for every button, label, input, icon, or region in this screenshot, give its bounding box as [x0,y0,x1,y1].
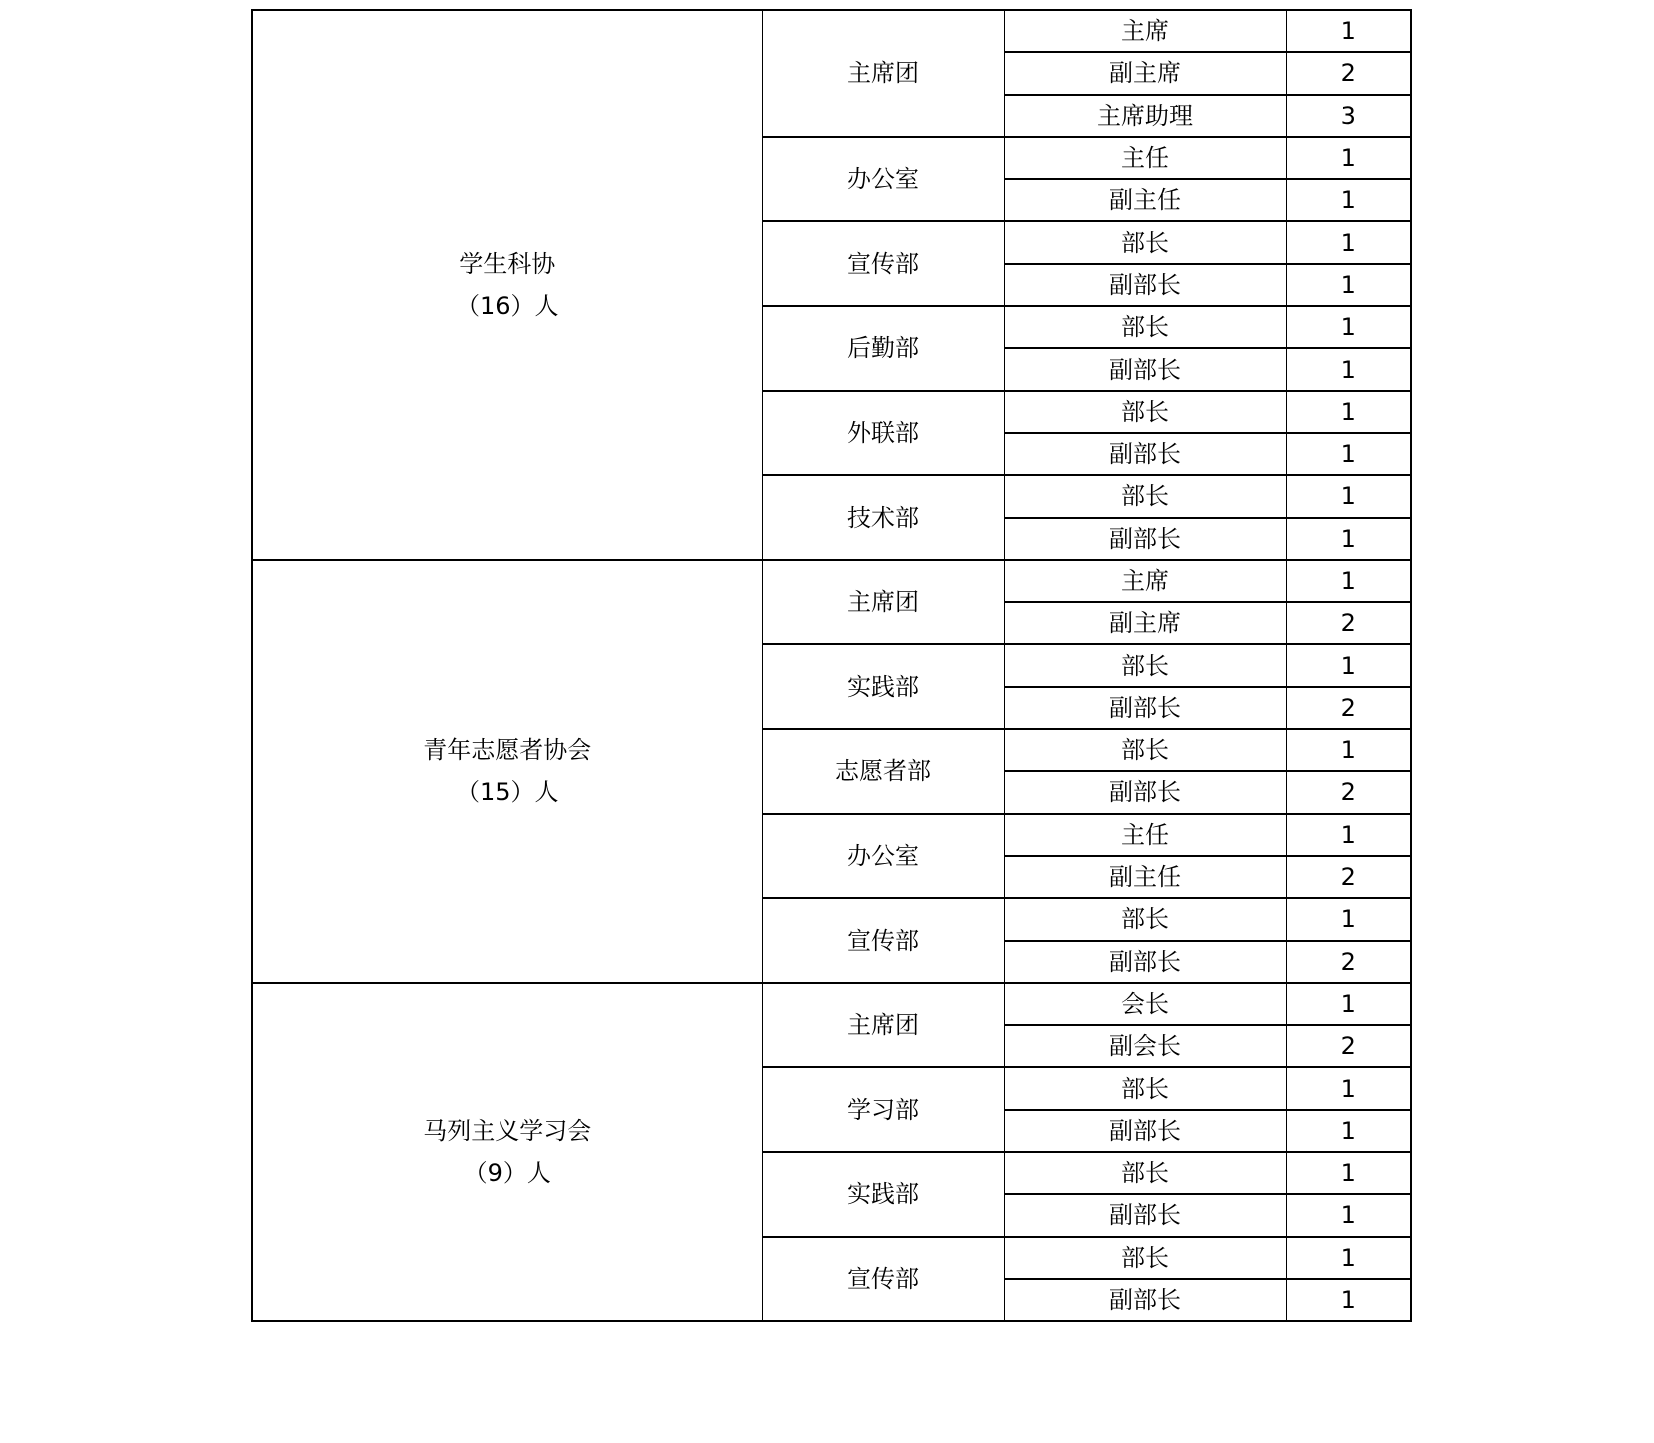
organization-count: （16）人 [455,291,559,320]
position-count: 1 [1286,179,1411,221]
department-cell: 外联部 [762,391,1004,476]
position-count: 1 [1286,814,1411,856]
table-row [252,983,1411,1025]
department-cell: 宣传部 [762,1237,1004,1322]
position-title: 副部长 [1004,1279,1286,1321]
position-count: 1 [1286,1279,1411,1321]
position-title: 部长 [1004,221,1286,263]
department-cell: 主席团 [762,10,1004,137]
position-count: 2 [1286,771,1411,813]
table-row [252,560,1411,602]
position-count: 1 [1286,898,1411,940]
department-cell: 主席团 [762,983,1004,1068]
position-count: 2 [1286,1025,1411,1067]
position-count: 1 [1286,10,1411,52]
position-count: 1 [1286,1237,1411,1279]
position-title: 副部长 [1004,518,1286,560]
department-cell: 宣传部 [762,898,1004,983]
position-title: 副部长 [1004,348,1286,390]
position-title: 副会长 [1004,1025,1286,1067]
position-title: 主任 [1004,814,1286,856]
position-title: 副主任 [1004,856,1286,898]
position-title: 副部长 [1004,264,1286,306]
table-row [252,10,1411,52]
position-title: 部长 [1004,1152,1286,1194]
position-title: 副部长 [1004,771,1286,813]
position-count: 1 [1286,306,1411,348]
position-title: 主席 [1004,560,1286,602]
position-count: 1 [1286,1110,1411,1152]
department-cell: 实践部 [762,644,1004,729]
position-title: 会长 [1004,983,1286,1025]
position-title: 副主任 [1004,179,1286,221]
position-count: 1 [1286,644,1411,686]
position-count: 1 [1286,475,1411,517]
organization-name: 青年志愿者协会 [423,736,592,765]
position-title: 部长 [1004,729,1286,771]
department-cell: 实践部 [762,1152,1004,1237]
department-cell: 办公室 [762,137,1004,222]
department-cell: 宣传部 [762,221,1004,306]
organization-name: 学生科协 [459,249,556,278]
position-count: 1 [1286,348,1411,390]
position-title: 主席助理 [1004,95,1286,137]
organization-cell [252,983,762,1321]
position-count: 1 [1286,983,1411,1025]
position-count: 1 [1286,560,1411,602]
position-title: 副部长 [1004,941,1286,983]
position-count: 2 [1286,941,1411,983]
position-count: 2 [1286,856,1411,898]
position-count: 1 [1286,221,1411,263]
department-cell: 学习部 [762,1067,1004,1152]
department-cell: 志愿者部 [762,729,1004,814]
position-title: 副部长 [1004,687,1286,729]
position-title: 主席 [1004,10,1286,52]
position-title: 部长 [1004,644,1286,686]
organization-cell [252,10,762,560]
position-count: 1 [1286,137,1411,179]
position-title: 副主席 [1004,602,1286,644]
department-cell: 主席团 [762,560,1004,645]
position-title: 部长 [1004,1237,1286,1279]
position-title: 副部长 [1004,1110,1286,1152]
position-title: 部长 [1004,1067,1286,1109]
position-count: 1 [1286,264,1411,306]
organization-cell [252,560,762,983]
position-count: 1 [1286,729,1411,771]
department-cell: 办公室 [762,814,1004,899]
position-title: 部长 [1004,306,1286,348]
position-count: 1 [1286,1152,1411,1194]
department-cell: 后勤部 [762,306,1004,391]
position-count: 2 [1286,687,1411,729]
position-count: 1 [1286,1194,1411,1236]
position-count: 3 [1286,95,1411,137]
position-title: 主任 [1004,137,1286,179]
position-count: 2 [1286,52,1411,94]
position-count: 1 [1286,391,1411,433]
position-title: 副部长 [1004,1194,1286,1236]
organization-name: 马列主义学习会 [423,1117,592,1146]
position-count: 2 [1286,602,1411,644]
position-title: 部长 [1004,475,1286,517]
department-cell: 技术部 [762,475,1004,560]
position-count: 1 [1286,518,1411,560]
position-title: 副主席 [1004,52,1286,94]
position-title: 副部长 [1004,433,1286,475]
staffing-table [251,9,1412,1322]
organization-count: （9）人 [463,1159,551,1188]
position-count: 1 [1286,1067,1411,1109]
position-title: 部长 [1004,391,1286,433]
position-title: 部长 [1004,898,1286,940]
organization-count: （15）人 [455,778,559,807]
position-count: 1 [1286,433,1411,475]
